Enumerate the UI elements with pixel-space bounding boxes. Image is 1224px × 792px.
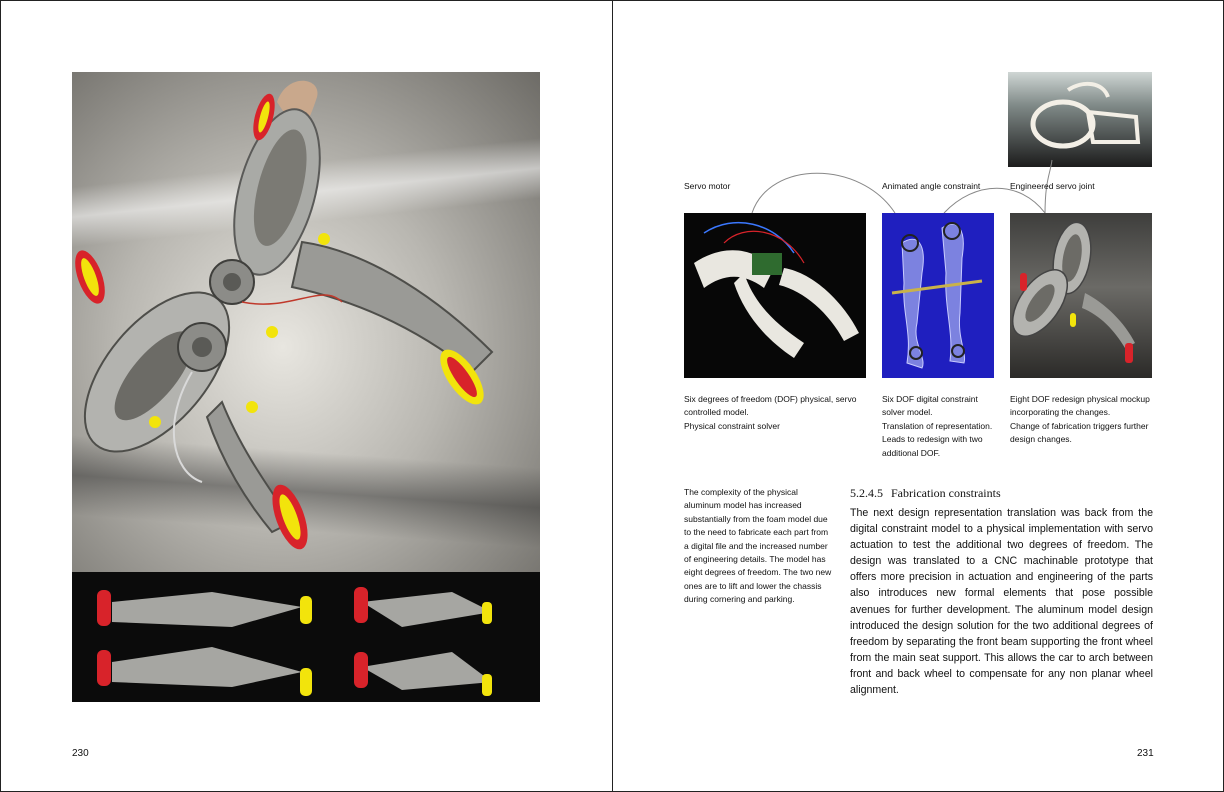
section-number: 5.2.4.5: [850, 486, 883, 500]
caption-redesign-model: Eight DOF redesign physical mockup incorporating the changes. Change of fabrication triggers further design changes.: [1010, 394, 1150, 445]
servo-model-photo: [684, 213, 866, 378]
section-heading: [850, 486, 1001, 501]
page-number-right: 231: [1137, 748, 1154, 759]
label-engineered-servo-joint: Engineered servo joint: [1010, 181, 1095, 191]
caption-digital-model: Six DOF digital constraint solver model. Translation of representation. Leads to redesign with two additional DOF.: [882, 394, 993, 458]
page-number-left: 230: [72, 748, 89, 759]
side-note: The complexity of the physical aluminum model has increased substantially from the foam model due to the need to fabricate each part from a digital file and the increased number of engineering details. The model has eight degrees of freedom. The two new ones are to lift and lower the chassis during cornering and parking.: [684, 487, 832, 605]
section-title: Fabrication constraints: [891, 486, 1001, 500]
label-servo-motor: Servo motor: [684, 181, 731, 191]
label-animated-angle-constraint: Animated angle constraint: [882, 181, 981, 191]
caption-servo-model: Six degrees of freedom (DOF) physical, servo controlled model. Physical constraint solver: [684, 394, 857, 431]
section-body: The next design representation translation was back from the digital constraint model to a physical implementation with servo actuation to test the additional two degrees of freedom. The design was translated to a CNC machinable prototype that offers more precision in actuation and engineering of the parts also introduces new formal elements that pose possible avenues for further development. The aluminum model design introduced the design solution for the two additional degrees of freedom by separating the front beam supporting the front wheel from the main seat support. This allows the car to arch between front and back wheel to compensate for any non planar wheel alignment.: [850, 507, 1153, 697]
engineered-servo-joint-photo: [1010, 213, 1152, 378]
digital-constraint-model: [882, 213, 994, 378]
